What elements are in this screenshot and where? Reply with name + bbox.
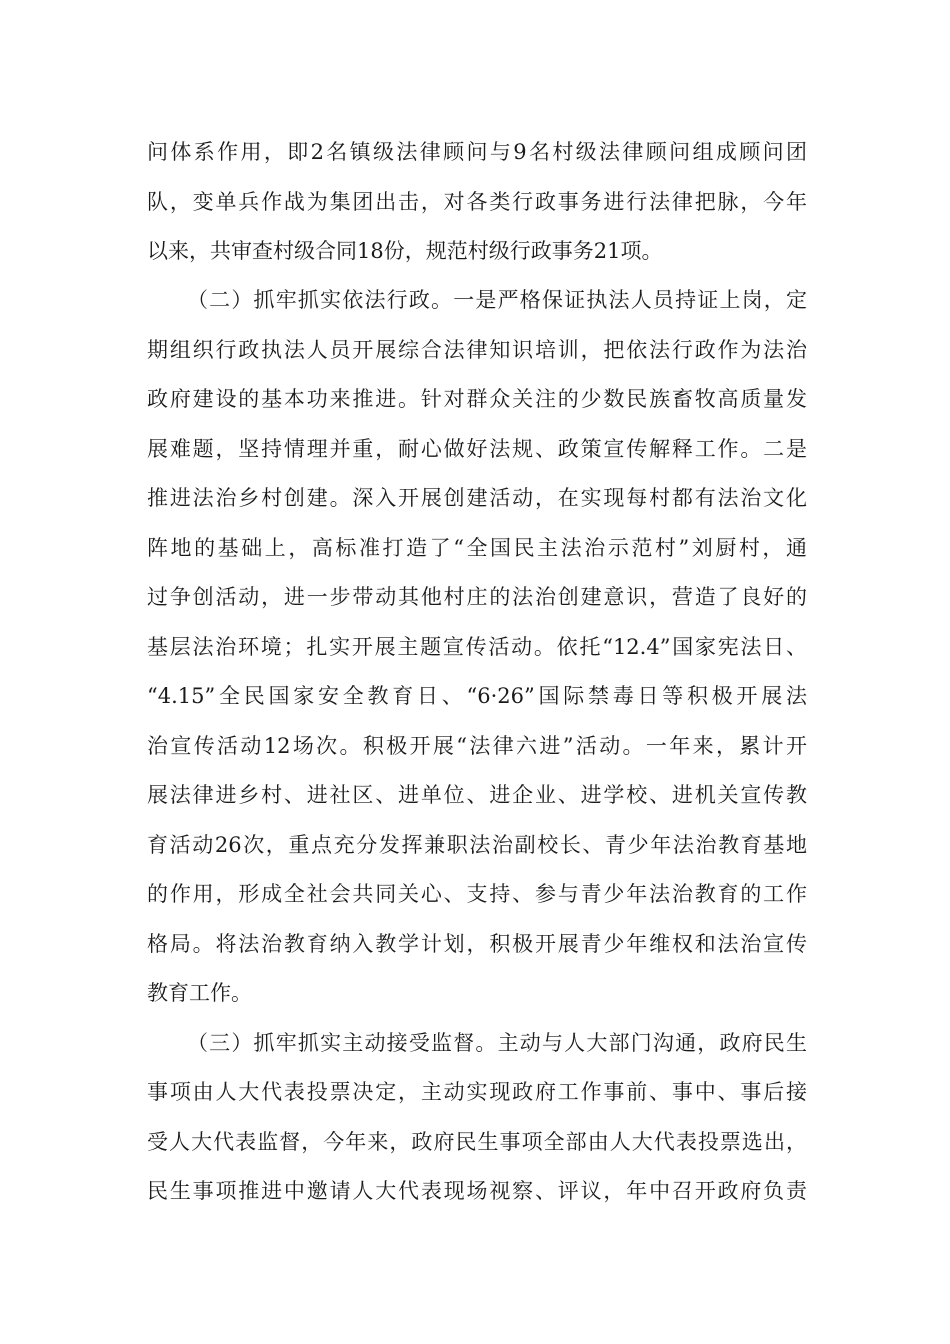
text-line: 展难题，坚持情理并重，耐心做好法规、政策宣传解释工作。二是 (147, 437, 807, 461)
text-line: 过争创活动，进一步带动其他村庄的法治创建意识，营造了良好的 (147, 585, 807, 609)
text-line: 以来，共审查村级合同18份，规范村级行政事务21项。 (147, 239, 663, 263)
text-line: 教育工作。 (147, 981, 252, 1005)
text-line: 格局。将法治教育纳入教学计划，积极开展青少年维权和法治宣传 (147, 932, 807, 956)
text-line: 的作用，形成全社会共同关心、支持、参与青少年法治教育的工作 (147, 882, 807, 906)
text-line: 期组织行政执法人员开展综合法律知识培训，把依法行政作为法治 (147, 338, 807, 362)
text-line: 民生事项推进中邀请人大代表现场视察、评议，年中召开政府负责 (147, 1179, 807, 1203)
text-line: 治宣传活动12场次。积极开展“法律六进”活动。一年来，累计开 (147, 734, 807, 758)
text-line: 队，变单兵作战为集团出击，对各类行政事务进行法律把脉，今年 (147, 190, 807, 214)
section-heading-line: （二）抓牢抓实依法行政。一是严格保证执法人员持证上岗，定 (187, 288, 807, 312)
text-line: 推进法治乡村创建。深入开展创建活动，在实现每村都有法治文化 (147, 486, 807, 510)
text-line: 问体系作用，即2名镇级法律顾问与9名村级法律顾问组成顾问团 (147, 140, 807, 164)
text-line: 政府建设的基本功来推进。针对群众关注的少数民族畜牧高质量发 (147, 387, 807, 411)
text-line: 事项由人大代表投票决定，主动实现政府工作事前、事中、事后接 (147, 1080, 807, 1104)
text-line: “4.15”全民国家安全教育日、“6·26”国际禁毒日等积极开展法 (147, 684, 807, 708)
text-line: 育活动26次，重点充分发挥兼职法治副校长、青少年法治教育基地 (147, 833, 807, 857)
section-heading-line: （三）抓牢抓实主动接受监督。主动与人大部门沟通，政府民生 (187, 1031, 807, 1055)
text-line: 阵地的基础上，高标准打造了“全国民主法治示范村”刘厨村，通 (147, 536, 807, 560)
text-line: 基层法治环境；扎实开展主题宣传活动。依托“12.4”国家宪法日、 (147, 635, 807, 659)
text-line: 展法律进乡村、进社区、进单位、进企业、进学校、进机关宣传教 (147, 783, 807, 807)
text-line: 受人大代表监督，今年来，政府民生事项全部由人大代表投票选出， (147, 1130, 807, 1154)
